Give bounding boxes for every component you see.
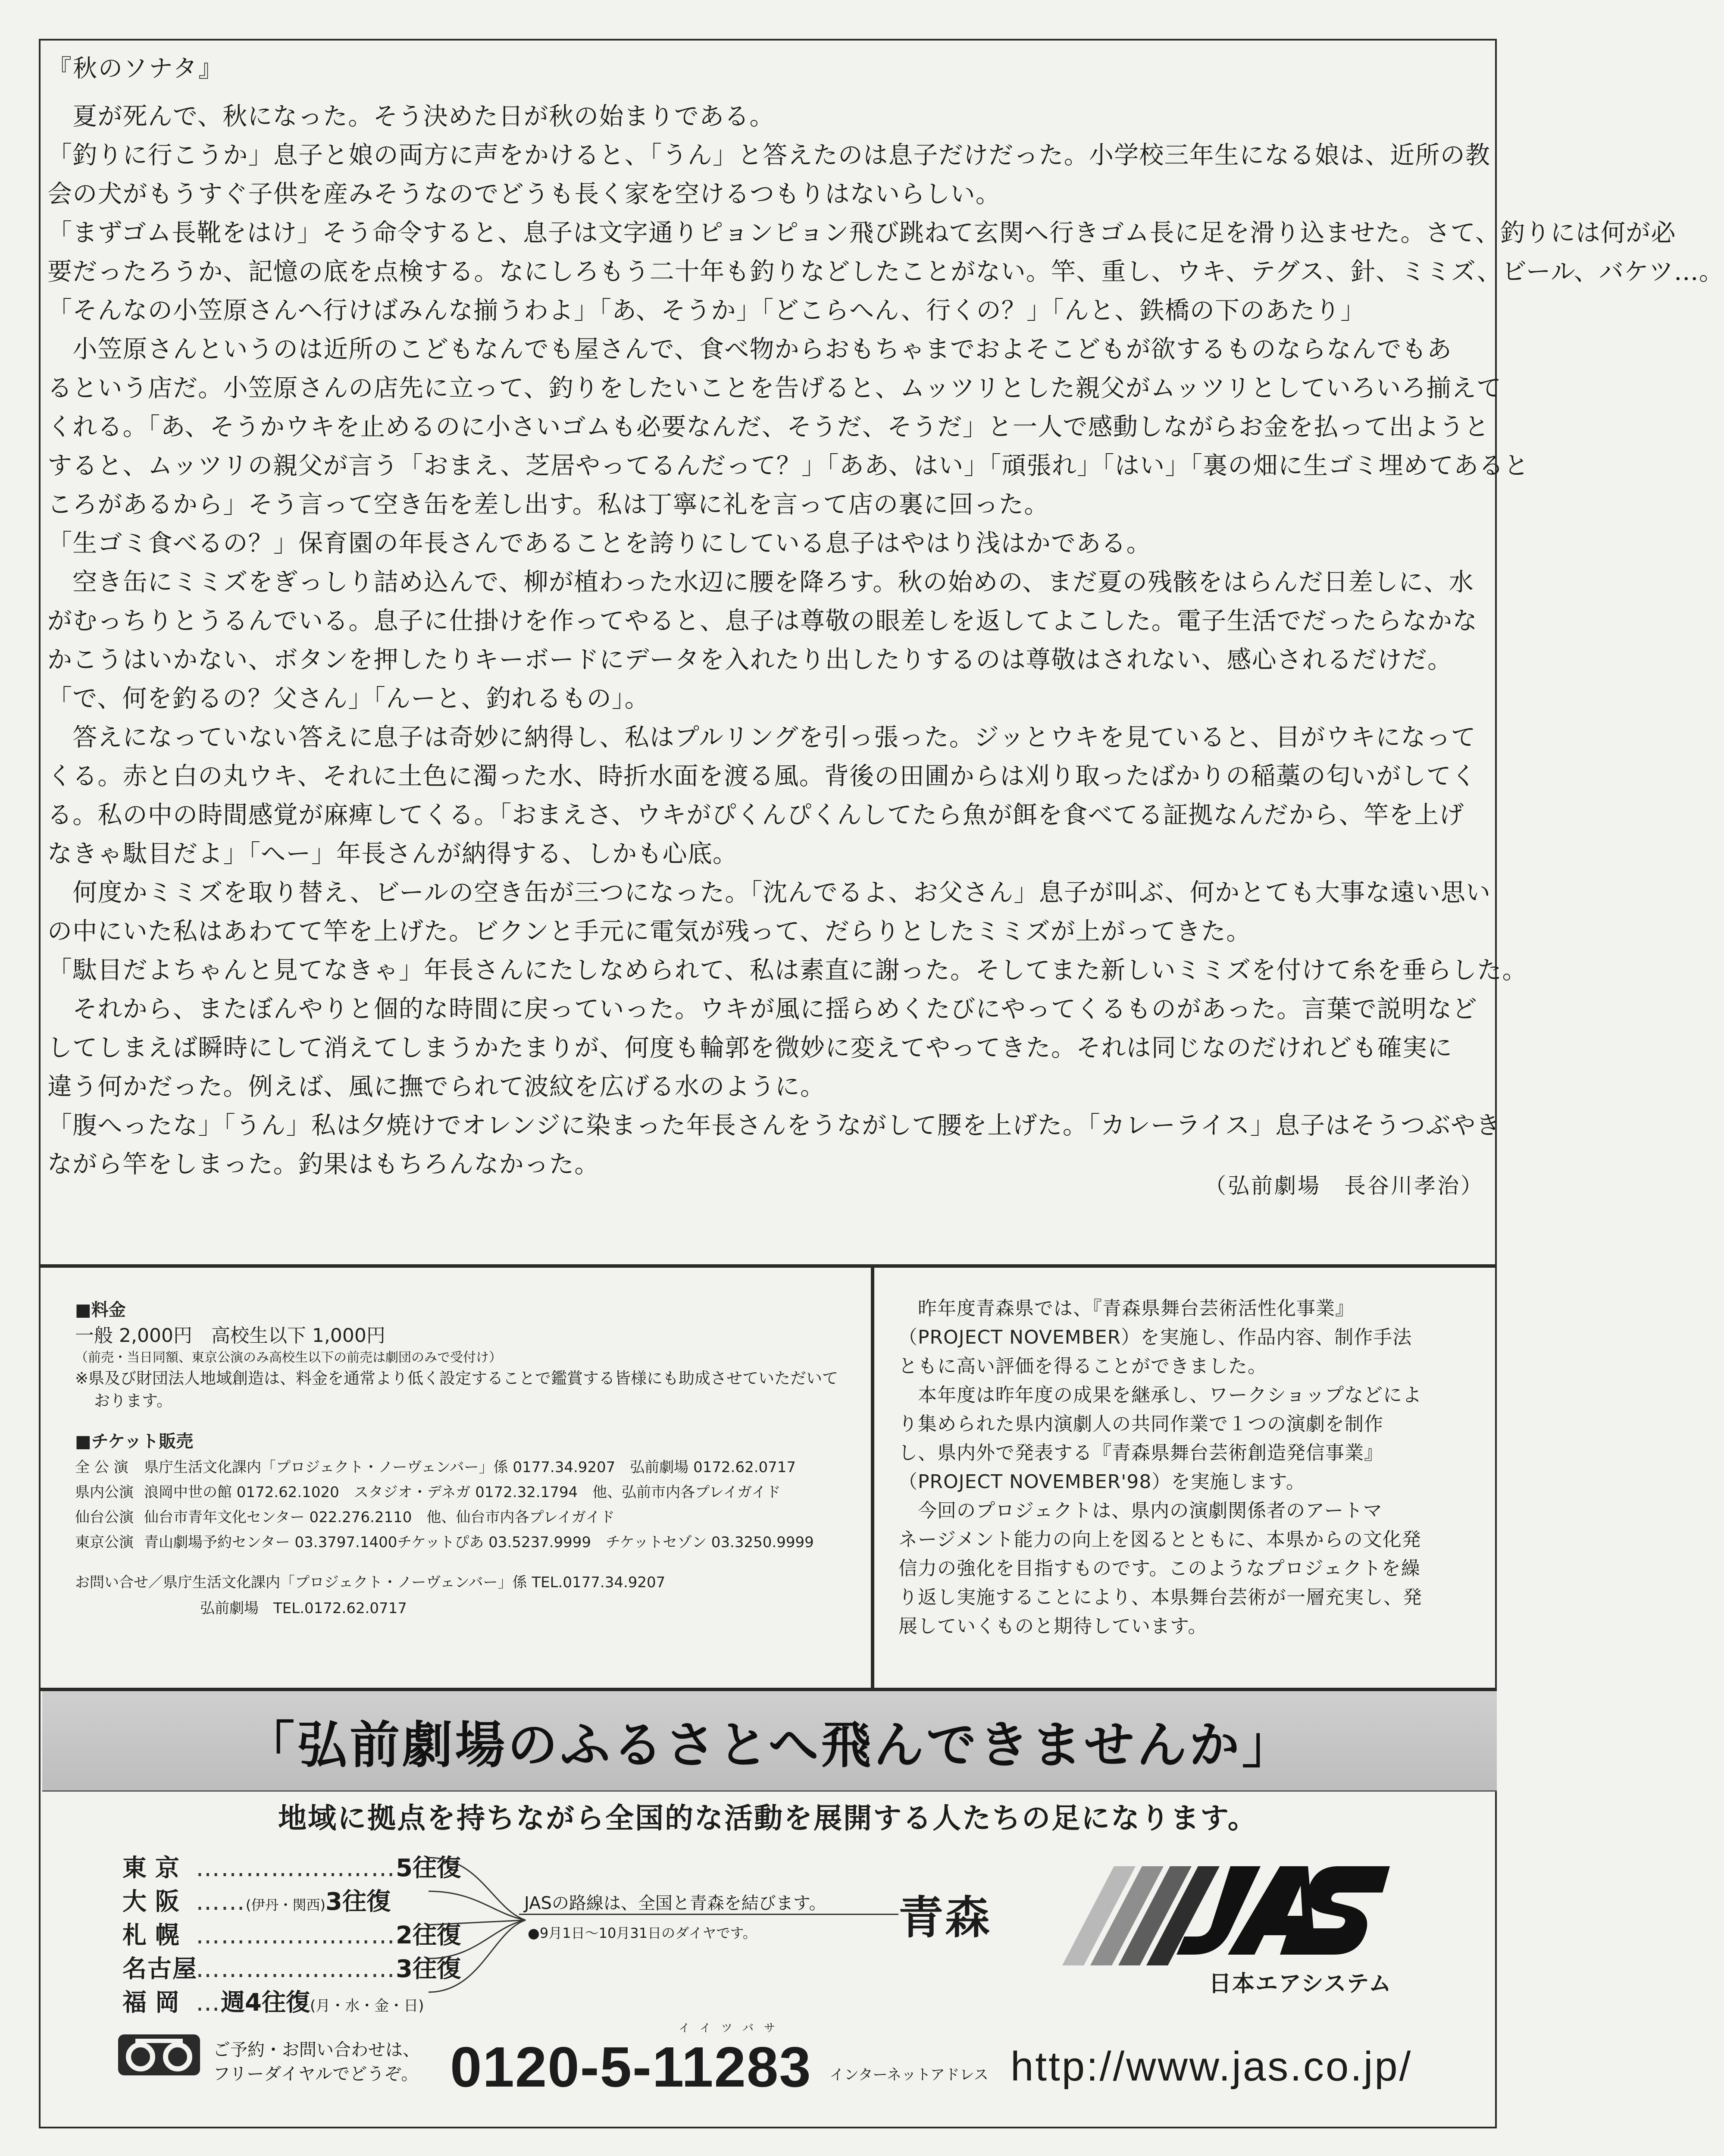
fee-price: 一般 2,000円 高校生以下 1,000円 [75, 1325, 385, 1347]
project-description-line: 今回のプロジェクトは、県内の演劇関係者のアートマ [898, 1500, 1383, 1522]
route-airports: (伊丹・関西) [246, 1897, 325, 1913]
ticket-info-panel [39, 1264, 874, 1691]
essay-line: がむっちりとうるんでいる。息子に仕掛けを作ってやると、息子は尊敬の眼差しを返してよこした。電子生活でだったらなかな [47, 607, 1478, 635]
essay-signature: （弘前劇場 長谷川孝治） [1205, 1173, 1484, 1198]
route-city: 東京 [122, 1854, 188, 1882]
ticket-outlets: 浪岡中世の館 0172.62.1020 スタジオ・デネガ 0172.32.1794 他、弘前市内各プレイガイド [144, 1484, 781, 1501]
fee-subsidy-note: ※県及び財団法人地域創造は、料金を通常より低く設定することで鑑賞する皆様にも助成させていただいております。 [75, 1369, 838, 1410]
essay-line: 要だったろうか、記憶の底を点検する。なにしろもう二十年も釣りなどしたことがない。竿、重し、ウキ、テグス、針、ミミズ、ビール、バケツ…。 [47, 257, 1724, 286]
jas-logo [1062, 1866, 1390, 1965]
phone-number-reading: イイツバサ [679, 2022, 786, 2035]
project-description-panel [871, 1264, 1497, 1691]
phone-prompt-line-2: フリーダイヤルでどうぞ。 [213, 2064, 419, 2084]
route-city: 名古屋 [122, 1955, 197, 1983]
project-description-line: り集められた県内演劇人の共同作業で１つの演劇を制作 [898, 1413, 1383, 1435]
route-frequency: 週4往復 [221, 1989, 310, 2017]
project-description-line: 本年度は昨年度の成果を継承し、ワークショップなどによ [898, 1384, 1422, 1406]
route-note-underline [519, 1914, 898, 1915]
ticket-row [75, 1480, 851, 1505]
route-city: 大阪 [122, 1888, 188, 1916]
route-row [122, 1984, 461, 2017]
essay-line: すると、ムッツリの親父が言う「おまえ、芝居やってるんだって？」「ああ、はい」「頑張れ」「はい」「裏の畑に生ゴミ埋めてあると [47, 451, 1529, 480]
website-url[interactable]: http://www.jas.co.jp/ [1011, 2043, 1413, 2090]
project-description-line: 信力の強化を目指すものです。このようなプロジェクトを繰 [898, 1557, 1421, 1579]
route-leader-dots: …… [196, 1888, 246, 1916]
route-row [122, 1849, 461, 1883]
ticket-venue: 仙台公演 [75, 1509, 134, 1526]
essay-line: それから、またぼんやりと個的な時間に戻っていった。ウキが風に揺らめくたびにやってくるものがあった。言葉で説明など [47, 995, 1477, 1023]
essay-line: 「で、何を釣るの？父さん」「んーと、釣れるもの」。 [47, 684, 650, 713]
route-leader-dots: … [196, 1989, 221, 2017]
project-description-line: （PROJECT NOVEMBER）を実施し、作品内容、制作手法 [898, 1326, 1412, 1348]
essay-line: 「生ゴミ食べるの？」保育園の年長さんであることを誇りにしている息子はやはり浅はかである。 [47, 529, 1151, 558]
route-frequency: 3往復 [396, 1955, 461, 1983]
ticket-venue: 県内公演 [75, 1484, 134, 1501]
route-frequency: 2往復 [396, 1921, 461, 1949]
ad-slogan: 「弘前劇場のふるさとへ飛んできませんか」 [42, 1691, 1497, 1792]
essay-line: くれる。「あ、そうかウキを止めるのに小さいゴムも必要なんだ、そうだ、そうだ」と一人で感動しながらお金を払って出ようと [47, 413, 1489, 441]
essay-line: る。私の中の時間感覚が麻痺してくる。「おまえさ、ウキがぴくんぴくんしてたら魚が餌を食べてる証拠なんだから、竿を上げ [47, 801, 1464, 829]
fee-heading: ■料金 [75, 1300, 126, 1320]
phone-prompt [213, 2038, 420, 2086]
essay-line: 「そんなの小笠原さんへ行けばみんな揃うわよ」「あ、そうか」「どこらへん、行くの？」「んと、鉄橋の下のあたり」 [47, 296, 1366, 325]
essay-line: なきゃ駄目だよ」「へー」年長さんが納得する、しかも心底。 [47, 840, 738, 868]
route-list [122, 1849, 461, 2017]
route-schedule-note: ●9月1日〜10月31日のダイヤです。 [528, 1925, 757, 1941]
destination-aomori: 青森 [898, 1891, 992, 1944]
essay-line: ながら竿をしまった。釣果はもちろんなかった。 [47, 1150, 600, 1178]
essay-line: 「腹へったな」「うん」私は夕焼けでオレンジに染まった年長さんをうながして腰を上げた。「カレーライス」息子はそうつぶやき [47, 1111, 1501, 1140]
project-description-line: 展していくものと期待しています。 [898, 1615, 1208, 1637]
project-description-line: 昨年度青森県では、『青森県舞台芸術活性化事業』 [898, 1297, 1355, 1319]
essay-line: 答えになっていない答えに息子は奇妙に納得し、私はプルリングを引っ張った。ジッとウキを見ていると、目がウキになって [47, 723, 1476, 752]
ticket-row [75, 1455, 851, 1480]
ticket-row [75, 1530, 851, 1555]
route-row [122, 1950, 461, 1984]
route-city: 福岡 [122, 1989, 188, 2017]
phone-number[interactable]: 0120-5-11283 [450, 2035, 812, 2099]
contact-line-1: お問い合せ／県庁生活文化課内「プロジェクト・ノーヴェンバー」係 TEL.0177.34.9207 [75, 1574, 666, 1591]
route-row [122, 1916, 461, 1950]
ticket-outlets: 青山劇場予約センター 03.3797.1400チケットぴあ 03.5237.9999 チケットセゾン 03.3250.9999 [144, 1534, 814, 1551]
ticket-heading: ■チケット販売 [75, 1432, 194, 1451]
route-days: (月・水・金・日) [310, 1997, 424, 2015]
essay-line: してしまえば瞬時にして消えてしまうかたまりが、何度も輪郭を微妙に変えてやってきた。それは同じなのだけれども確実に [47, 1034, 1453, 1062]
project-description-line: ともに高い評価を得ることができました。 [898, 1355, 1267, 1377]
ticket-venue: 東京公演 [75, 1534, 134, 1551]
free-dial-icon [118, 2034, 200, 2075]
essay-line: くる。赤と白の丸ウキ、それに土色に濁った水、時折水面を渡る風。背後の田圃からは刈り取ったばかりの稲藁の匂いがしてく [47, 762, 1477, 790]
route-frequency: 3往復 [325, 1888, 391, 1916]
essay-line: かこうはいかない、ボタンを押したりキーボードにデータを入れたり出したりするのは尊敬はされない、感心されるだけだ。 [47, 646, 1453, 674]
essay-title: 『秋のソナタ』 [47, 55, 224, 83]
project-description [898, 1294, 1476, 1641]
essay-line: 小笠原さんというのは近所のこどもなんでも屋さんで、食べ物からおもちゃまでおよそこどもが欲するものならなんでもあ [47, 335, 1452, 364]
essay-line: るという店だ。小笠原さんの店先に立って、釣りをしたいことを告げると、ムッツリとした親父がムッツリとしていろいろ揃えて [47, 374, 1502, 402]
project-description-line: り返し実施することにより、本県舞台芸術が一層充実し、発 [898, 1586, 1422, 1608]
route-frequency: 5往復 [396, 1854, 461, 1882]
ticket-outlets: 仙台市青年文化センター 022.276.2110 他、仙台市内各プレイガイド [144, 1509, 615, 1526]
route-leader-dots: …………………… [196, 1921, 396, 1949]
essay-line: 「まずゴム長靴をはけ」そう命令すると、息子は文字通りピョンピョン飛び跳ねて玄関へ行きゴム長に足を滑り込ませた。さて、釣りには何が必 [47, 219, 1676, 247]
route-note: JASの路線は、全国と青森を結びます。 [524, 1893, 826, 1913]
essay-line: 夏が死んで、秋になった。そう決めた日が秋の始まりである。 [47, 102, 775, 131]
essay-line: ころがあるから」そう言って空き缶を差し出す。私は丁寧に礼を言って店の裏に回った。 [47, 490, 1049, 519]
essay-line: 空き缶にミミズをぎっしり詰め込んで、柳が植わった水辺に腰を降ろす。秋の始めの、まだ夏の残骸をはらんだ日差しに、水 [47, 568, 1474, 596]
essay-line: 会の犬がもうすぐ子供を産みそうなのでどうも長く家を空けるつもりはないらしい。 [47, 180, 1001, 208]
ticket-venue: 全 公 演 [75, 1459, 128, 1476]
route-city: 札幌 [122, 1921, 188, 1949]
ticket-list [75, 1455, 851, 1555]
essay-line: 違う何かだった。例えば、風に撫でられて波紋を広げる水のように。 [47, 1072, 826, 1101]
essay-body [47, 97, 1724, 1184]
essay-line: 何度かミミズを取り替え、ビールの空き缶が三つになった。「沈んでるよ、お父さん」息子が叫ぶ、何かとても大事な遠い思い [47, 878, 1491, 907]
essay-line: 「釣りに行こうか」息子と娘の両方に声をかけると、「うん」と答えたのは息子だけだった。小学校三年生になる娘は、近所の教 [47, 141, 1491, 169]
route-connector-lines [429, 1853, 528, 1996]
route-leader-dots: …………………… [196, 1854, 396, 1882]
project-description-line: （PROJECT NOVEMBER'98）を実施します。 [898, 1471, 1305, 1493]
ticket-row [75, 1505, 851, 1530]
jas-advertisement [39, 1688, 1497, 2128]
contact-line-2: 弘前劇場 TEL.0172.62.0717 [200, 1600, 407, 1617]
ticket-outlets: 県庁生活文化課内「プロジェクト・ノーヴェンバー」係 0177.34.9207 弘前劇場 0172.62.0717 [144, 1459, 796, 1476]
route-row [122, 1883, 461, 1916]
route-leader-dots: …………………… [196, 1955, 396, 1983]
project-description-line: し、県内外で発表する『青森県舞台芸術創造発信事業』 [898, 1442, 1383, 1464]
phone-prompt-line-1: ご予約・お問い合わせは、 [213, 2040, 420, 2060]
fee-price-note: （前売・当日同額、東京公演のみ高校生以下の前売は劇団のみで受付け） [75, 1350, 502, 1365]
essay-line: の中にいた私はあわてて竿を上げた。ビクンと手元に電気が残って、だらりとしたミミズが上がってきた。 [47, 917, 1252, 946]
internet-address-label: インターネットアドレス [829, 2066, 989, 2084]
ad-subslogan: 地域に拠点を持ちながら全国的な活動を展開する人たちの足になります。 [278, 1801, 1258, 1835]
company-name: 日本エアシステム [1209, 1971, 1392, 1997]
essay-line: 「駄目だよちゃんと見てなきゃ」年長さんにたしなめられて、私は素直に謝った。そしてまた新しいミミズを付けて糸を垂らした。 [47, 956, 1527, 984]
project-description-line: ネージメント能力の向上を図るとともに、本県からの文化発 [898, 1529, 1421, 1551]
